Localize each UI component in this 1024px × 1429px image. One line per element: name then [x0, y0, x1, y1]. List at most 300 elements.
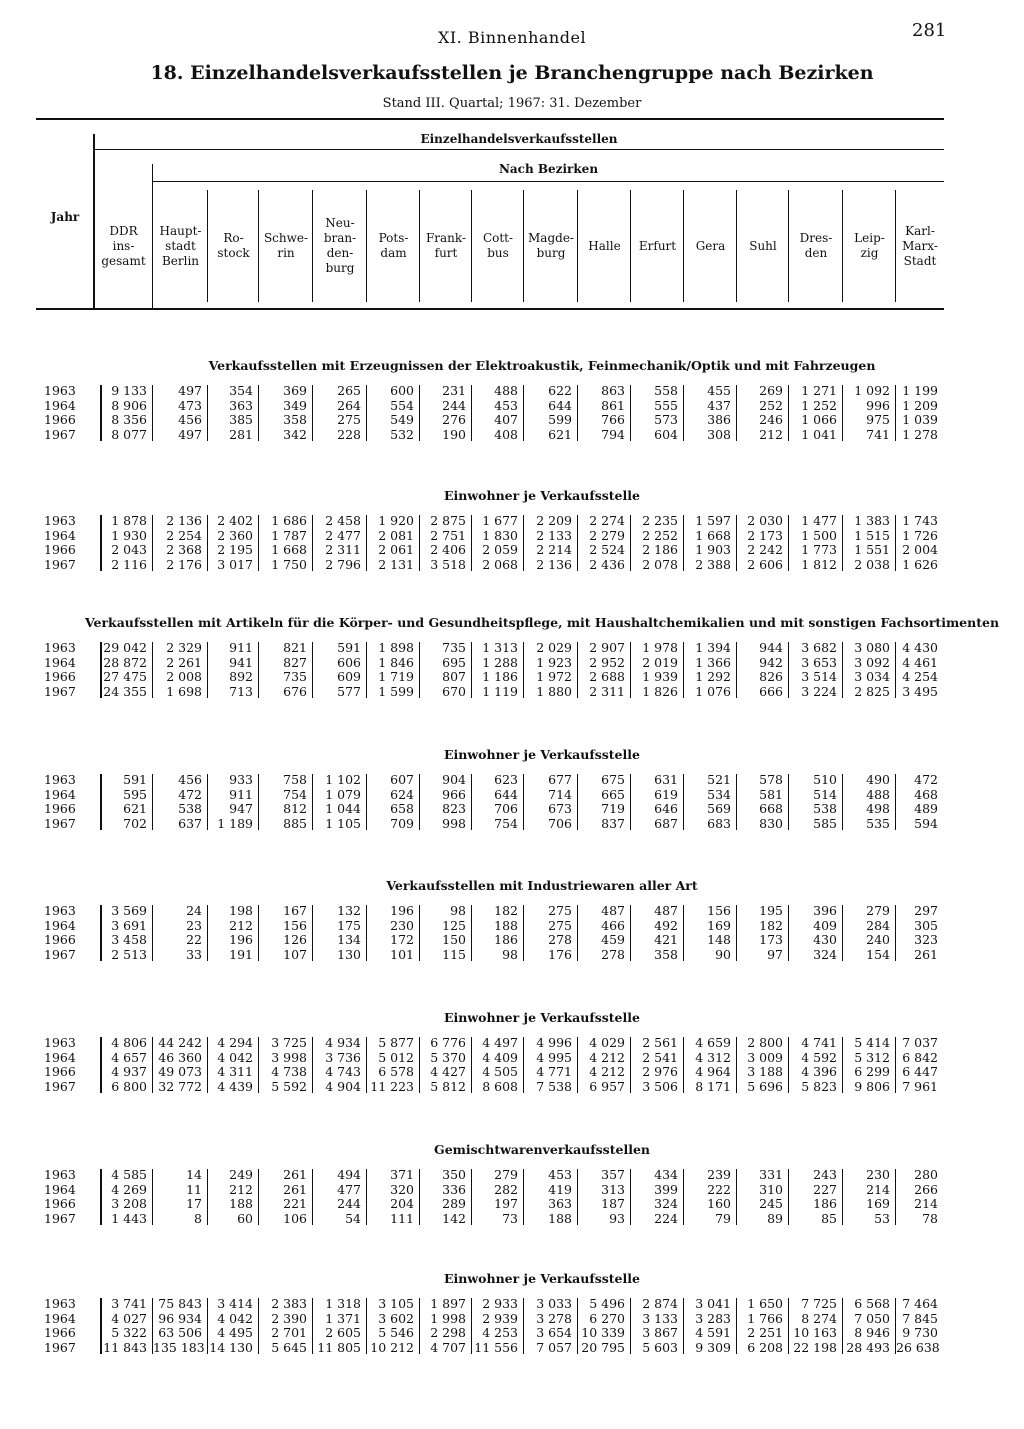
table-cell: 622: [548, 383, 572, 398]
table-cell: 1 750: [271, 556, 307, 572]
table-cell: 2 688: [589, 669, 625, 684]
table-cell: 6 842: [902, 1049, 938, 1065]
table-cell: 6 270: [589, 1310, 625, 1326]
table-cell: 766: [601, 412, 625, 427]
section-title: Einwohner je Verkaufsstelle: [444, 1271, 640, 1286]
table-title: 18. Einzelhandelsverkaufsstellen je Branchengruppe nach Bezirken: [150, 62, 874, 84]
table-cell: 11 843: [103, 1339, 147, 1355]
table-cell: 455: [707, 383, 731, 398]
table-cell: 573: [654, 412, 678, 427]
table-cell: 904: [442, 772, 466, 787]
table-cell: 1 313: [482, 640, 518, 655]
table-cell: 591: [337, 640, 361, 655]
table-cell: 2 605: [325, 1325, 361, 1340]
table-cell: 2 796: [325, 556, 361, 572]
table-cell: 214: [914, 1196, 938, 1211]
table-cell: 363: [548, 1196, 572, 1211]
table-cell: 1 898: [378, 640, 414, 655]
table-cell: 89: [767, 1210, 783, 1226]
table-cell: 2 274: [589, 513, 625, 528]
table-cell: 297: [914, 903, 938, 918]
table-cell: 604: [654, 426, 678, 442]
table-cell: 3 458: [111, 932, 147, 947]
table-cell: 1 677: [482, 513, 518, 528]
table-cell: 521: [707, 772, 731, 787]
table-cell: 1 998: [430, 1310, 466, 1326]
table-cell: 245: [759, 1196, 783, 1211]
table-cell: 4 042: [217, 1310, 253, 1326]
table-cell: 186: [494, 932, 518, 947]
column-header-line: bran-: [323, 231, 357, 245]
table-cell: 243: [813, 1167, 837, 1182]
table-cell: 4 497: [482, 1035, 518, 1050]
table-cell: 581: [759, 786, 783, 802]
table-cell: 156: [707, 903, 731, 918]
table-cell: 198: [229, 903, 253, 918]
table-cell: 4 409: [482, 1049, 518, 1065]
table-cell: 975: [866, 412, 890, 427]
table-cell: 741: [866, 426, 890, 442]
table-cell: 2 235: [642, 513, 678, 528]
table-cell: 132: [337, 903, 361, 918]
table-cell: 2 383: [271, 1296, 307, 1311]
table-cell: 2 136: [166, 513, 202, 528]
table-cell: 275: [337, 412, 361, 427]
table-cell: 812: [283, 801, 307, 816]
table-cell: 7 725: [801, 1296, 837, 1311]
row-year: 1966: [44, 801, 76, 816]
table-cell: 4 659: [695, 1035, 731, 1050]
table-cell: 1 318: [325, 1296, 361, 1311]
table-cell: 386: [707, 412, 731, 427]
table-cell: 2 251: [747, 1325, 783, 1340]
table-cell: 187: [601, 1196, 625, 1211]
table-cell: 23: [186, 917, 202, 933]
table-cell: 4 495: [217, 1325, 253, 1340]
table-cell: 3 654: [536, 1325, 572, 1340]
table-subtitle: Stand III. Quartal; 1967: 31. Dezember: [382, 96, 642, 111]
table-cell: 324: [654, 1196, 678, 1211]
table-cell: 487: [601, 903, 625, 918]
column-header: [313, 216, 367, 276]
table-cell: 4 254: [902, 669, 938, 684]
table-cell: 490: [866, 772, 890, 787]
table-cell: 2 173: [747, 527, 783, 543]
table-cell: 594: [914, 815, 938, 831]
table-cell: 623: [494, 772, 518, 787]
table-cell: 434: [654, 1167, 678, 1182]
table-cell: 600: [390, 383, 414, 398]
table-cell: 2 311: [325, 542, 361, 557]
table-cell: 714: [548, 786, 572, 802]
table-cell: 79: [715, 1210, 731, 1226]
row-year: 1966: [44, 669, 76, 684]
table-cell: 323: [914, 932, 938, 947]
table-cell: 49 073: [158, 1064, 202, 1079]
section-title: Verkaufsstellen mit Erzeugnissen der Elektroakustik, Feinmechanik/Optik und mit Fahrzeugen: [208, 358, 876, 373]
table-cell: 2 875: [430, 513, 466, 528]
table-cell: 2 360: [217, 527, 253, 543]
table-cell: 8 274: [801, 1310, 837, 1326]
table-cell: 591: [123, 772, 147, 787]
table-cell: 44 242: [158, 1035, 202, 1050]
table-cell: 275: [548, 903, 572, 918]
table-cell: 1 186: [482, 669, 518, 684]
column-header-line: Stadt: [903, 253, 937, 268]
table-cell: 150: [442, 932, 466, 947]
table-cell: 73: [502, 1210, 518, 1226]
table-cell: 17: [186, 1196, 202, 1211]
table-cell: 6 578: [378, 1064, 414, 1079]
table-cell: 644: [494, 786, 518, 802]
table-cell: 369: [283, 383, 307, 398]
table-cell: 8: [194, 1210, 202, 1226]
table-cell: 282: [494, 1181, 518, 1197]
table-cell: 1 626: [902, 556, 938, 572]
table-cell: 4 029: [589, 1035, 625, 1050]
table-cell: 9 730: [902, 1325, 938, 1340]
table-cell: 20 795: [581, 1339, 625, 1355]
table-cell: 126: [283, 932, 307, 947]
table-cell: 85: [821, 1210, 837, 1226]
table-cell: 1 668: [695, 527, 731, 543]
table-cell: 3 653: [801, 654, 837, 670]
table-cell: 1 903: [695, 542, 731, 557]
table-cell: 2 800: [747, 1035, 783, 1050]
table-cell: 861: [601, 397, 625, 413]
table-cell: 2 131: [378, 556, 414, 572]
table-cell: 673: [548, 801, 572, 816]
row-year: 1967: [44, 683, 76, 699]
table-cell: 75 843: [158, 1296, 202, 1311]
column-header-line: bus: [487, 246, 509, 260]
table-cell: 3 092: [854, 654, 890, 670]
table-cell: 1 826: [642, 683, 678, 699]
column-header: [367, 231, 420, 261]
column-header: [896, 224, 944, 269]
table-cell: 706: [494, 801, 518, 816]
table-cell: 90: [715, 946, 731, 962]
table-cell: 1 443: [111, 1210, 147, 1226]
table-cell: 156: [283, 917, 307, 933]
table-cell: 758: [283, 772, 307, 787]
table-cell: 3 506: [642, 1078, 678, 1094]
table-cell: 2 004: [902, 542, 938, 557]
table-cell: 60: [237, 1210, 253, 1226]
row-year: 1967: [44, 1339, 76, 1355]
table-cell: 358: [654, 946, 678, 962]
table-cell: 4 904: [325, 1078, 361, 1094]
row-year: 1963: [44, 1035, 76, 1050]
table-cell: 4 738: [271, 1064, 307, 1079]
column-group-header: Einzelhandelsverkaufsstellen: [420, 132, 618, 146]
table-cell: 676: [283, 683, 307, 699]
table-cell: 11: [186, 1181, 202, 1197]
column-header-line: furt: [434, 246, 458, 260]
table-cell: 1 923: [536, 654, 572, 670]
table-cell: 2 081: [378, 527, 414, 543]
table-cell: 1 371: [325, 1310, 361, 1326]
table-cell: 5 546: [378, 1325, 414, 1340]
table-cell: 821: [283, 640, 307, 655]
section-title: Verkaufsstellen mit Artikeln für die Körper- und Gesundheitspflege, mit Haushaltchemikalien und mit sonstigen Fachsortimenten: [84, 615, 1000, 630]
table-cell: 1 039: [902, 412, 938, 427]
table-cell: 453: [548, 1167, 572, 1182]
table-cell: 624: [390, 786, 414, 802]
table-cell: 305: [914, 917, 938, 933]
table-cell: 8 077: [111, 426, 147, 442]
table-cell: 911: [229, 640, 253, 655]
table-cell: 324: [813, 946, 837, 962]
table-cell: 863: [601, 383, 625, 398]
table-cell: 24: [186, 903, 202, 918]
column-header-line: Frank-: [425, 231, 467, 245]
table-cell: 252: [759, 397, 783, 413]
table-cell: 4 294: [217, 1035, 253, 1050]
table-cell: 4 212: [589, 1064, 625, 1079]
table-cell: 706: [548, 815, 572, 831]
table-cell: 1 119: [482, 683, 518, 699]
table-cell: 2 907: [589, 640, 625, 655]
table-cell: 227: [813, 1181, 837, 1197]
table-cell: 2 541: [642, 1049, 678, 1065]
table-cell: 188: [494, 917, 518, 933]
table-cell: 430: [813, 932, 837, 947]
table-cell: 2 133: [536, 527, 572, 543]
table-cell: 1 773: [801, 542, 837, 557]
table-cell: 488: [494, 383, 518, 398]
table-cell: 154: [866, 946, 890, 962]
table-cell: 1 079: [325, 786, 361, 802]
row-year: 1964: [44, 917, 76, 933]
table-cell: 472: [178, 786, 202, 802]
row-year: 1963: [44, 1296, 76, 1311]
table-cell: 1 878: [111, 513, 147, 528]
table-cell: 702: [123, 815, 147, 831]
table-cell: 421: [654, 932, 678, 947]
table-cell: 2 298: [430, 1325, 466, 1340]
table-cell: 477: [337, 1181, 361, 1197]
table-cell: 3 224: [801, 683, 837, 699]
table-cell: 473: [178, 397, 202, 413]
table-cell: 4 312: [695, 1049, 731, 1065]
table-cell: 230: [866, 1167, 890, 1182]
table-cell: 169: [707, 917, 731, 933]
column-header-line: Dres-: [799, 231, 833, 245]
table-cell: 3 741: [111, 1296, 147, 1311]
table-cell: 172: [390, 932, 414, 947]
column-header: [153, 224, 208, 269]
table-cell: 204: [390, 1196, 414, 1211]
table-cell: 212: [229, 917, 253, 933]
table-cell: 709: [390, 815, 414, 831]
table-cell: 1 897: [430, 1296, 466, 1311]
table-cell: 350: [442, 1167, 466, 1182]
table-cell: 7 464: [902, 1296, 938, 1311]
table-cell: 1 920: [378, 513, 414, 528]
table-cell: 1 189: [217, 815, 253, 831]
table-cell: 2 242: [747, 542, 783, 557]
table-cell: 2 008: [166, 669, 202, 684]
column-header-line: Marx-: [902, 238, 938, 253]
table-cell: 2 279: [589, 527, 625, 543]
table-cell: 892: [229, 669, 253, 684]
row-year: 1964: [44, 1181, 76, 1197]
table-cell: 280: [914, 1167, 938, 1182]
table-cell: 3 105: [378, 1296, 414, 1311]
column-header-line: Neu-: [325, 216, 355, 230]
table-cell: 754: [283, 786, 307, 802]
table-cell: 1 766: [747, 1310, 783, 1326]
table-cell: 456: [178, 412, 202, 427]
header-top-rule: [36, 118, 944, 120]
table-cell: 606: [337, 654, 361, 670]
table-cell: 996: [866, 397, 890, 413]
table-cell: 497: [178, 383, 202, 398]
table-cell: 4 806: [111, 1035, 147, 1050]
table-cell: 4 937: [111, 1064, 147, 1079]
table-cell: 619: [654, 786, 678, 802]
table-cell: 437: [707, 397, 731, 413]
table-cell: 46 360: [158, 1049, 202, 1065]
table-cell: 11 223: [370, 1078, 414, 1094]
table-cell: 231: [442, 383, 466, 398]
table-cell: 320: [390, 1181, 414, 1197]
table-cell: 644: [548, 397, 572, 413]
column-header-line: Cott-: [482, 231, 514, 245]
table-cell: 1 668: [271, 542, 307, 557]
table-cell: 5 812: [430, 1078, 466, 1094]
table-cell: 14: [186, 1167, 202, 1182]
table-cell: 10 212: [370, 1339, 414, 1355]
table-cell: 534: [707, 786, 731, 802]
table-cell: 595: [123, 786, 147, 802]
table-cell: 754: [494, 815, 518, 831]
table-cell: 5 603: [642, 1339, 678, 1355]
section-title: Gemischtwarenverkaufsstellen: [434, 1142, 650, 1157]
table-cell: 278: [601, 946, 625, 962]
table-cell: 488: [866, 786, 890, 802]
table-cell: 466: [601, 917, 625, 933]
table-cell: 1 278: [902, 426, 938, 442]
table-cell: 677: [548, 772, 572, 787]
table-cell: 349: [283, 397, 307, 413]
table-cell: 4 585: [111, 1167, 147, 1182]
table-cell: 5 322: [111, 1325, 147, 1340]
table-cell: 3 725: [271, 1035, 307, 1050]
table-cell: 409: [813, 917, 837, 933]
table-cell: 2 252: [642, 527, 678, 543]
table-cell: 510: [813, 772, 837, 787]
table-cell: 569: [707, 801, 731, 816]
table-cell: 111: [390, 1210, 414, 1226]
column-header-line: Gera: [695, 238, 726, 253]
column-header-line: Suhl: [749, 238, 777, 253]
table-cell: 176: [548, 946, 572, 962]
table-cell: 266: [914, 1181, 938, 1197]
table-cell: 2 606: [747, 556, 783, 572]
table-cell: 142: [442, 1210, 466, 1226]
table-cell: 2 116: [111, 556, 147, 572]
column-header-line: Karl-: [905, 223, 935, 238]
table-cell: 54: [345, 1210, 361, 1226]
section-title: Einwohner je Verkaufsstelle: [444, 1010, 640, 1025]
table-cell: 10 163: [793, 1325, 837, 1340]
table-cell: 823: [442, 801, 466, 816]
table-cell: 1 044: [325, 801, 361, 816]
table-cell: 621: [123, 801, 147, 816]
table-cell: 2 388: [695, 556, 731, 572]
table-cell: 514: [813, 786, 837, 802]
table-cell: 7 845: [902, 1310, 938, 1326]
table-cell: 1 726: [902, 527, 938, 543]
table-cell: 2 068: [482, 556, 518, 572]
table-cell: 830: [759, 815, 783, 831]
table-cell: 281: [229, 426, 253, 442]
column-header: [684, 239, 737, 254]
table-cell: 7 057: [536, 1339, 572, 1355]
table-cell: 538: [813, 801, 837, 816]
table-cell: 1 102: [325, 772, 361, 787]
table-cell: 26 638: [896, 1339, 940, 1355]
table-cell: 190: [442, 426, 466, 442]
table-cell: 24 355: [103, 683, 147, 699]
table-cell: 735: [283, 669, 307, 684]
table-cell: 115: [442, 946, 466, 962]
table-cell: 555: [654, 397, 678, 413]
row-year: 1964: [44, 1310, 76, 1326]
table-cell: 5 012: [378, 1049, 414, 1065]
table-cell: 1 500: [801, 527, 837, 543]
table-cell: 947: [229, 801, 253, 816]
row-year: 1966: [44, 1325, 76, 1340]
row-year: 1963: [44, 1167, 76, 1182]
row-year: 1964: [44, 786, 76, 802]
table-cell: 7 538: [536, 1078, 572, 1094]
table-cell: 1 076: [695, 683, 731, 699]
table-cell: 4 592: [801, 1049, 837, 1065]
table-cell: 284: [866, 917, 890, 933]
table-cell: 453: [494, 397, 518, 413]
row-year: 1967: [44, 1078, 76, 1094]
table-cell: 2 214: [536, 542, 572, 557]
table-cell: 6 957: [589, 1078, 625, 1094]
table-cell: 224: [654, 1210, 678, 1226]
table-cell: 279: [866, 903, 890, 918]
table-cell: 212: [229, 1181, 253, 1197]
table-cell: 827: [283, 654, 307, 670]
table-cell: 4 253: [482, 1325, 518, 1340]
table-cell: 1 066: [801, 412, 837, 427]
table-cell: 4 461: [902, 654, 938, 670]
table-cell: 621: [548, 426, 572, 442]
table-cell: 558: [654, 383, 678, 398]
table-cell: 459: [601, 932, 625, 947]
table-cell: 6 208: [747, 1339, 783, 1355]
table-cell: 308: [707, 426, 731, 442]
table-cell: 5 823: [801, 1078, 837, 1094]
table-cell: 182: [494, 903, 518, 918]
table-cell: 578: [759, 772, 783, 787]
table-cell: 554: [390, 397, 414, 413]
table-cell: 2 043: [111, 542, 147, 557]
table-cell: 396: [813, 903, 837, 918]
table-cell: 4 311: [217, 1064, 253, 1079]
column-header-line: dam: [380, 246, 407, 260]
table-cell: 279: [494, 1167, 518, 1182]
column-header-line: Halle: [588, 238, 621, 253]
table-cell: 3 514: [801, 669, 837, 684]
